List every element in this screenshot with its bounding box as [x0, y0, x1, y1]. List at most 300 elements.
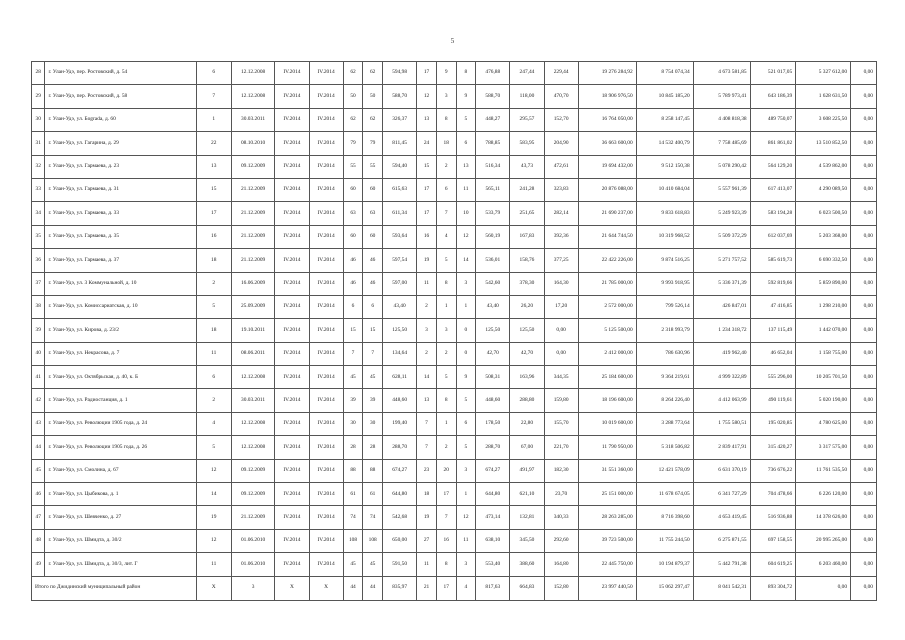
cell-funds-republic: 5 078 290,42 — [693, 155, 750, 178]
cell-funds-fund: 10 410 684,04 — [636, 178, 693, 201]
cell-residents-actual: 74 — [363, 506, 383, 529]
cell-premises-private: 9 — [436, 62, 456, 85]
cell-funds-extra: 5 020 190,00 — [796, 389, 851, 412]
table-row — [32, 249, 877, 272]
cell-area-resettled: 542,60 — [476, 272, 510, 295]
cell-residents-actual: 79 — [363, 132, 383, 155]
cell-premises-total: 13 — [417, 108, 437, 131]
cell-area-municipal: 23,70 — [544, 483, 578, 506]
cell-premises-private: 18 — [436, 132, 456, 155]
cell-funds-republic: 5 557 961,39 — [693, 178, 750, 201]
cell-area-total: 43,40 — [383, 295, 417, 318]
cell-actual-date: IV.2014 — [309, 412, 343, 435]
cell-document-date: 09.12.2009 — [231, 155, 274, 178]
cell-residents-actual: 46 — [363, 272, 383, 295]
table-row — [32, 85, 877, 108]
cell-cost-total: 22 422 226,00 — [578, 249, 636, 272]
cell-funds-local: 583 194,28 — [750, 202, 796, 225]
total-funds-other: 0,00 — [851, 576, 877, 600]
cell-planned-date: IV.2014 — [275, 342, 309, 365]
cell-area-private: 621,10 — [510, 483, 544, 506]
cell-area-total: 811,45 — [383, 132, 417, 155]
cell-area-municipal: 282,14 — [544, 202, 578, 225]
cell-funds-fund: 8 264 226,40 — [636, 389, 693, 412]
cell-row-number: 46 — [32, 483, 45, 506]
cell-row-number: 37 — [32, 272, 45, 295]
cell-planned-date: IV.2014 — [275, 249, 309, 272]
cell-funds-local: 697 158,55 — [750, 529, 796, 552]
cell-premises-municipal: 9 — [456, 85, 476, 108]
cell-premises-private: 2 — [436, 342, 456, 365]
cell-residents-planned: 46 — [343, 272, 363, 295]
cell-area-resettled: 42,70 — [476, 342, 510, 365]
cell-actual-date: IV.2014 — [309, 483, 343, 506]
cell-premises-private: 1 — [436, 412, 456, 435]
cell-funds-other: 0,00 — [851, 342, 877, 365]
cell-funds-extra: 6 203 460,00 — [796, 553, 851, 576]
cell-document-number: 14 — [196, 483, 231, 506]
cell-area-municipal: 17,20 — [544, 295, 578, 318]
cell-row-number: 35 — [32, 225, 45, 248]
cell-area-municipal: 229,44 — [544, 62, 578, 85]
cell-address: г. Улан-Удэ, ул. Шевченко, д. 27 — [45, 506, 196, 529]
cell-funds-republic: 6 631 370,19 — [693, 459, 750, 482]
cell-residents-planned: 45 — [343, 553, 363, 576]
cell-premises-municipal: 12 — [456, 506, 476, 529]
cell-funds-other: 0,00 — [851, 155, 877, 178]
cell-cost-total: 2 412 000,00 — [578, 342, 636, 365]
cell-funds-local: 516 936,88 — [750, 506, 796, 529]
cell-document-number: 22 — [196, 132, 231, 155]
cell-planned-date: IV.2014 — [275, 155, 309, 178]
cell-funds-other: 0,00 — [851, 366, 877, 389]
cell-funds-local: 643 186,39 — [750, 85, 796, 108]
cell-premises-municipal: 0 — [456, 342, 476, 365]
table-row — [32, 553, 877, 576]
cell-address: г. Улан-Удэ, ул. Некрасова, д. 7 — [45, 342, 196, 365]
cell-cost-total: 19 694 432,00 — [578, 155, 636, 178]
cell-planned-date: IV.2014 — [275, 62, 309, 85]
cell-address: г. Улан-Удэ, ул. Гармаева, д. 33 — [45, 202, 196, 225]
cell-area-private: 118,00 — [510, 85, 544, 108]
cell-planned-date: IV.2014 — [275, 272, 309, 295]
cell-funds-local: 592 819,66 — [750, 272, 796, 295]
cell-premises-municipal: 11 — [456, 178, 476, 201]
cell-funds-extra: 1 628 631,50 — [796, 85, 851, 108]
cell-cost-total: 16 764 050,00 — [578, 108, 636, 131]
cell-funds-fund: 10 845 185,20 — [636, 85, 693, 108]
cell-residents-actual: 46 — [363, 249, 383, 272]
cell-premises-private: 5 — [436, 249, 456, 272]
cell-funds-fund: 10 194 879,37 — [636, 553, 693, 576]
cell-document-number: 16 — [196, 225, 231, 248]
cell-funds-republic: 1 234 318,72 — [693, 319, 750, 342]
cell-cost-total: 25 184 600,00 — [578, 366, 636, 389]
cell-planned-date: IV.2014 — [275, 202, 309, 225]
cell-cost-total: 21 785 000,00 — [578, 272, 636, 295]
table-row — [32, 529, 877, 552]
cell-actual-date: IV.2014 — [309, 249, 343, 272]
cell-document-number: 12 — [196, 459, 231, 482]
cell-document-number: 11 — [196, 342, 231, 365]
cell-area-total: 644,80 — [383, 483, 417, 506]
cell-row-number: 42 — [32, 389, 45, 412]
cell-cost-total: 28 263 285,00 — [578, 506, 636, 529]
cell-residents-planned: 63 — [343, 202, 363, 225]
cell-funds-other: 0,00 — [851, 178, 877, 201]
cell-row-number: 33 — [32, 178, 45, 201]
cell-residents-actual: 28 — [363, 436, 383, 459]
cell-area-total: 650,00 — [383, 529, 417, 552]
cell-actual-date: IV.2014 — [309, 319, 343, 342]
cell-document-number: 18 — [196, 319, 231, 342]
cell-residents-actual: 6 — [363, 295, 383, 318]
cell-document-date: 08.10.2010 — [231, 132, 274, 155]
cell-area-municipal: 0,00 — [544, 342, 578, 365]
cell-residents-planned: 62 — [343, 108, 363, 131]
cell-funds-extra: 4 780 625,00 — [796, 412, 851, 435]
cell-funds-republic: 426 847,01 — [693, 295, 750, 318]
cell-row-number: 38 — [32, 295, 45, 318]
table-row — [32, 62, 877, 85]
cell-row-number: 36 — [32, 249, 45, 272]
cell-funds-fund: 799 526,14 — [636, 295, 693, 318]
cell-area-resettled: 560,19 — [476, 225, 510, 248]
cell-actual-date: IV.2014 — [309, 62, 343, 85]
cell-residents-planned: 30 — [343, 412, 363, 435]
cell-actual-date: IV.2014 — [309, 108, 343, 131]
cell-document-number: 7 — [196, 85, 231, 108]
cell-funds-local: 736 676,22 — [750, 459, 796, 482]
cell-residents-planned: 55 — [343, 155, 363, 178]
cell-document-date: 21.12.2009 — [231, 178, 274, 201]
cell-area-municipal: 323,83 — [544, 178, 578, 201]
cell-document-number: 2 — [196, 272, 231, 295]
cell-funds-local: 521 017,05 — [750, 62, 796, 85]
cell-address: г. Улан-Удэ, ул. Цыбикова, д. 1 — [45, 483, 196, 506]
cell-area-resettled: 448,27 — [476, 108, 510, 131]
cell-planned-date: IV.2014 — [275, 436, 309, 459]
cell-premises-municipal: 0 — [456, 319, 476, 342]
cell-area-resettled: 288,70 — [476, 436, 510, 459]
cell-residents-actual: 60 — [363, 178, 383, 201]
cell-area-private: 43,73 — [510, 155, 544, 178]
cell-row-number: 32 — [32, 155, 45, 178]
cell-document-number: 19 — [196, 506, 231, 529]
cell-area-total: 611,34 — [383, 202, 417, 225]
cell-residents-planned: 74 — [343, 506, 363, 529]
cell-document-date: 09.12.2009 — [231, 483, 274, 506]
cell-area-resettled: 788,85 — [476, 132, 510, 155]
cell-funds-local: 490 119,61 — [750, 389, 796, 412]
cell-document-number: 6 — [196, 366, 231, 389]
table-row — [32, 412, 877, 435]
total-area-private: 664,83 — [510, 576, 544, 600]
housing-table — [31, 61, 877, 601]
cell-residents-planned: 108 — [343, 529, 363, 552]
table-row — [32, 272, 877, 295]
cell-area-total: 591,50 — [383, 553, 417, 576]
total-premises-total: 21 — [417, 576, 437, 600]
cell-residents-planned: 6 — [343, 295, 363, 318]
cell-actual-date: IV.2014 — [309, 459, 343, 482]
cell-residents-planned: 79 — [343, 132, 363, 155]
cell-funds-local: 861 861,02 — [750, 132, 796, 155]
cell-document-number: 4 — [196, 412, 231, 435]
cell-premises-total: 2 — [417, 295, 437, 318]
cell-premises-private: 7 — [436, 202, 456, 225]
cell-funds-extra: 6 690 332,50 — [796, 249, 851, 272]
cell-actual-date: IV.2014 — [309, 132, 343, 155]
cell-funds-other: 0,00 — [851, 62, 877, 85]
cell-cost-total: 21 644 744,50 — [578, 225, 636, 248]
cell-area-resettled: 533,79 — [476, 202, 510, 225]
cell-area-total: 326,37 — [383, 108, 417, 131]
cell-funds-republic: 2 839 417,91 — [693, 436, 750, 459]
cell-funds-extra: 5 203 368,00 — [796, 225, 851, 248]
cell-residents-planned: 62 — [343, 62, 363, 85]
cell-document-date: 21.12.2009 — [231, 506, 274, 529]
cell-address: г. Улан-Удэ, ул. Гармаева, д. 23 — [45, 155, 196, 178]
cell-funds-fund: 9 833 618,83 — [636, 202, 693, 225]
cell-funds-republic: 5 249 923,39 — [693, 202, 750, 225]
cell-area-total: 288,70 — [383, 436, 417, 459]
cell-residents-actual: 15 — [363, 319, 383, 342]
cell-funds-fund: 9 993 918,95 — [636, 272, 693, 295]
cell-area-private: 295,57 — [510, 108, 544, 131]
cell-row-number: 28 — [32, 62, 45, 85]
cell-area-municipal: 340,33 — [544, 506, 578, 529]
cell-area-resettled: 473,14 — [476, 506, 510, 529]
cell-planned-date: IV.2014 — [275, 553, 309, 576]
cell-funds-other: 0,00 — [851, 459, 877, 482]
cell-address: г. Улан-Удэ, ул. Гагарина, д. 29 — [45, 132, 196, 155]
cell-residents-planned: 61 — [343, 483, 363, 506]
total-residents-planned: 44 — [343, 576, 363, 600]
cell-row-number: 34 — [32, 202, 45, 225]
cell-premises-private: 20 — [436, 459, 456, 482]
cell-actual-date: IV.2014 — [309, 295, 343, 318]
cell-funds-extra: 6 023 500,50 — [796, 202, 851, 225]
cell-address: г. Улан-Удэ, пер. Ростовский, д. 58 — [45, 85, 196, 108]
cell-premises-total: 7 — [417, 412, 437, 435]
cell-area-municipal: 0,00 — [544, 319, 578, 342]
cell-address: г. Улан-Удэ, ул. Революции 1905 года, д. 26 — [45, 436, 196, 459]
cell-document-number: 5 — [196, 295, 231, 318]
cell-funds-other: 0,00 — [851, 553, 877, 576]
cell-premises-total: 23 — [417, 459, 437, 482]
cell-premises-total: 17 — [417, 202, 437, 225]
table-row — [32, 225, 877, 248]
cell-document-number: 11 — [196, 553, 231, 576]
cell-area-total: 125,50 — [383, 319, 417, 342]
cell-residents-planned: 88 — [343, 459, 363, 482]
cell-document-date: 21.12.2009 — [231, 249, 274, 272]
cell-document-date: 01.06.2010 — [231, 529, 274, 552]
total-funds-republic: 8 041 542,31 — [693, 576, 750, 600]
total-area-total: 835,97 — [383, 576, 417, 600]
cell-address: г. Улан-Удэ, ул. Кирова, д. 23/2 — [45, 319, 196, 342]
cell-area-resettled: 674,27 — [476, 459, 510, 482]
total-actual-date: X — [309, 576, 343, 600]
cell-row-number: 48 — [32, 529, 45, 552]
cell-premises-total: 11 — [417, 272, 437, 295]
cell-funds-other: 0,00 — [851, 225, 877, 248]
cell-funds-local: 604 619,25 — [750, 553, 796, 576]
cell-residents-actual: 7 — [363, 342, 383, 365]
cell-area-municipal: 152,70 — [544, 108, 578, 131]
cell-document-date: 16.06.2009 — [231, 272, 274, 295]
cell-cost-total: 39 723 500,00 — [578, 529, 636, 552]
cell-funds-other: 0,00 — [851, 272, 877, 295]
cell-address: г. Улан-Удэ, ул. Гармаева, д. 35 — [45, 225, 196, 248]
cell-document-date: 25.09.2009 — [231, 295, 274, 318]
cell-actual-date: IV.2014 — [309, 225, 343, 248]
cell-area-municipal: 182,30 — [544, 459, 578, 482]
cell-address: г. Улан-Удэ, ул. Комиссариатская, д. 10 — [45, 295, 196, 318]
cell-area-total: 597,00 — [383, 272, 417, 295]
cell-area-private: 158,76 — [510, 249, 544, 272]
cell-area-resettled: 565,11 — [476, 178, 510, 201]
cell-premises-total: 24 — [417, 132, 437, 155]
table-row — [32, 155, 877, 178]
cell-area-resettled: 448,60 — [476, 389, 510, 412]
cell-funds-other: 0,00 — [851, 483, 877, 506]
cell-cost-total: 31 551 360,00 — [578, 459, 636, 482]
cell-area-private: 388,60 — [510, 553, 544, 576]
table-row — [32, 342, 877, 365]
cell-area-private: 132,81 — [510, 506, 544, 529]
cell-premises-municipal: 5 — [456, 389, 476, 412]
cell-funds-republic: 5 789 973,41 — [693, 85, 750, 108]
cell-cost-total: 11 790 950,00 — [578, 436, 636, 459]
cell-document-date: 12.12.2008 — [231, 412, 274, 435]
total-residents-actual: 44 — [363, 576, 383, 600]
cell-funds-other: 0,00 — [851, 529, 877, 552]
cell-planned-date: IV.2014 — [275, 389, 309, 412]
cell-funds-other: 0,00 — [851, 249, 877, 272]
cell-premises-municipal: 12 — [456, 225, 476, 248]
cell-funds-other: 0,00 — [851, 506, 877, 529]
cell-residents-planned: 60 — [343, 178, 363, 201]
cell-document-number: 18 — [196, 249, 231, 272]
cell-funds-local: 612 037,69 — [750, 225, 796, 248]
cell-address: г. Улан-Удэ, ул. Бograda, д. 60 — [45, 108, 196, 131]
cell-document-number: 13 — [196, 155, 231, 178]
cell-document-date: 19.10.2011 — [231, 319, 274, 342]
cell-funds-other: 0,00 — [851, 295, 877, 318]
cell-row-number: 31 — [32, 132, 45, 155]
cell-area-municipal: 164,80 — [544, 553, 578, 576]
total-premises-private: 17 — [436, 576, 456, 600]
table-row — [32, 202, 877, 225]
cell-area-municipal: 472,61 — [544, 155, 578, 178]
cell-area-total: 594,40 — [383, 155, 417, 178]
cell-funds-fund: 8 716 398,60 — [636, 506, 693, 529]
cell-area-municipal: 344,35 — [544, 366, 578, 389]
cell-premises-total: 15 — [417, 155, 437, 178]
cell-premises-municipal: 1 — [456, 483, 476, 506]
cell-premises-private: 1 — [436, 295, 456, 318]
cell-area-resettled: 508,31 — [476, 366, 510, 389]
cell-actual-date: IV.2014 — [309, 366, 343, 389]
cell-document-date: 08.06.2011 — [231, 342, 274, 365]
cell-premises-total: 7 — [417, 436, 437, 459]
cell-premises-private: 8 — [436, 108, 456, 131]
cell-funds-fund: 8 258 147,45 — [636, 108, 693, 131]
cell-premises-municipal: 5 — [456, 436, 476, 459]
cell-area-private: 378,30 — [510, 272, 544, 295]
total-planned-date: X — [275, 576, 309, 600]
cell-area-total: 448,60 — [383, 389, 417, 412]
cell-row-number: 30 — [32, 108, 45, 131]
cell-residents-actual: 50 — [363, 85, 383, 108]
cell-area-private: 125,50 — [510, 319, 544, 342]
cell-actual-date: IV.2014 — [309, 155, 343, 178]
cell-area-total: 597,54 — [383, 249, 417, 272]
cell-area-resettled: 476,88 — [476, 62, 510, 85]
cell-row-number: 41 — [32, 366, 45, 389]
cell-premises-private: 16 — [436, 529, 456, 552]
cell-premises-total: 17 — [417, 62, 437, 85]
cell-premises-total: 14 — [417, 366, 437, 389]
cell-area-private: 288,80 — [510, 389, 544, 412]
cell-premises-private: 8 — [436, 272, 456, 295]
cell-residents-actual: 63 — [363, 202, 383, 225]
cell-funds-extra: 1 442 070,00 — [796, 319, 851, 342]
cell-address: г. Улан-Удэ, ул. Гармаева, д. 31 — [45, 178, 196, 201]
cell-funds-extra: 1 298 210,00 — [796, 295, 851, 318]
cell-funds-extra: 11 761 535,50 — [796, 459, 851, 482]
total-row — [32, 576, 877, 600]
cell-document-date: 21.12.2009 — [231, 225, 274, 248]
cell-funds-extra: 3 317 575,00 — [796, 436, 851, 459]
cell-area-private: 345,50 — [510, 529, 544, 552]
cell-funds-other: 0,00 — [851, 85, 877, 108]
cell-cost-total: 2 572 000,00 — [578, 295, 636, 318]
cell-funds-extra: 10 205 701,50 — [796, 366, 851, 389]
cell-planned-date: IV.2014 — [275, 319, 309, 342]
cell-funds-fund: 11 678 674,05 — [636, 483, 693, 506]
cell-cost-total: 5 125 500,00 — [578, 319, 636, 342]
cell-area-municipal: 392,36 — [544, 225, 578, 248]
cell-actual-date: IV.2014 — [309, 436, 343, 459]
cell-funds-fund: 8 754 074,34 — [636, 62, 693, 85]
cell-premises-municipal: 3 — [456, 272, 476, 295]
cell-premises-municipal: 13 — [456, 155, 476, 178]
cell-premises-total: 3 — [417, 319, 437, 342]
cell-area-private: 241,28 — [510, 178, 544, 201]
cell-row-number: 43 — [32, 412, 45, 435]
cell-funds-extra: 5 327 612,00 — [796, 62, 851, 85]
cell-area-resettled: 588,70 — [476, 85, 510, 108]
cell-funds-extra: 13 510 852,50 — [796, 132, 851, 155]
cell-cost-total: 21 690 237,00 — [578, 202, 636, 225]
cell-residents-actual: 88 — [363, 459, 383, 482]
cell-area-private: 163,96 — [510, 366, 544, 389]
cell-planned-date: IV.2014 — [275, 506, 309, 529]
cell-premises-private: 8 — [436, 553, 456, 576]
cell-residents-planned: 15 — [343, 319, 363, 342]
cell-area-private: 251,65 — [510, 202, 544, 225]
cell-area-private: 22,80 — [510, 412, 544, 435]
cell-premises-total: 2 — [417, 342, 437, 365]
cell-area-municipal: 377,25 — [544, 249, 578, 272]
cell-row-number: 39 — [32, 319, 45, 342]
table-row — [32, 108, 877, 131]
cell-area-total: 615,63 — [383, 178, 417, 201]
cell-premises-total: 18 — [417, 483, 437, 506]
